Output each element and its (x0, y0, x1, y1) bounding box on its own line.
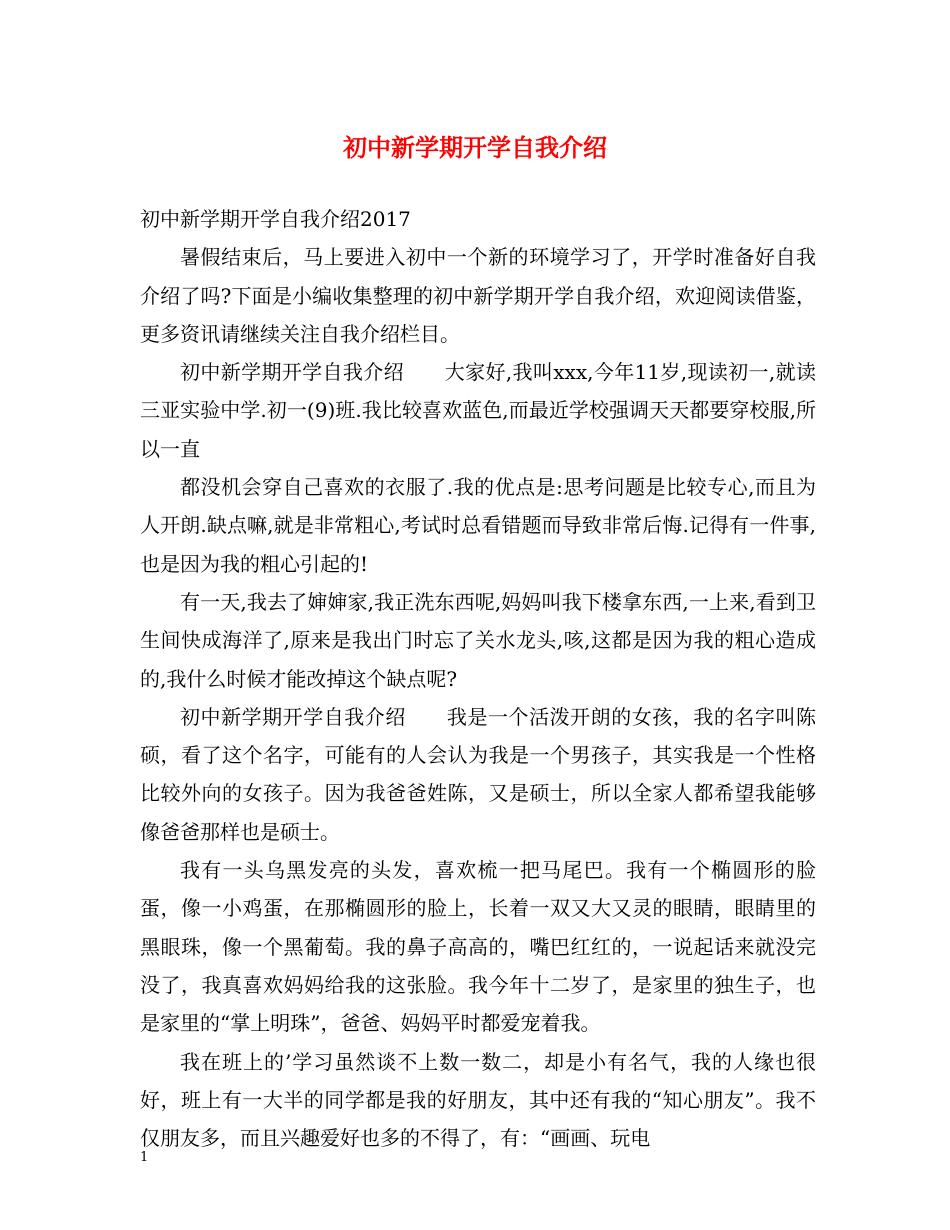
paragraph-3: 都没机会穿自己喜欢的衣服了.我的优点是:思考问题是比较专心,而且为人开朗.缺点嘛,就是非常粗心,考试时总看错题而导致非常后悔.记得有一件事,也是因为我的粗心引起的! (140, 475, 816, 576)
paragraph-5: 初中新学期开学自我介绍 我是一个活泼开朗的女孩，我的名字叫陈硕，看了这个名字，可能有的人会认为我是一个男孩子，其实我是一个性格比较外向的女孩子。因为我爸爸姓陈，又是硕士，所以全家人都希望我能够像爸爸那样也是硕士。 (140, 704, 816, 844)
paragraph-6: 我有一头乌黑发亮的头发，喜欢梳一把马尾巴。我有一个椭圆形的脸蛋，像一小鸡蛋，在那椭圆形的脸上，长着一双又大又灵的眼睛，眼睛里的黑眼珠，像一个黑葡萄。我的鼻子高高的，嘴巴红红的，一说起话来就没完没了，我真喜欢妈妈给我的这张脸。我今年十二岁了，是家里的独生子，也是家里的“掌上明珠”，爸爸、妈妈平时都爱宠着我。 (140, 858, 816, 1036)
paragraph-1: 暑假结束后，马上要进入初中一个新的环境学习了，开学时准备好自我介绍了吗?下面是小编收集整理的初中新学期开学自我介绍，欢迎阅读借鉴，更多资讯请继续关注自我介绍栏目。 (140, 245, 816, 346)
paragraph-4: 有一天,我去了婶婶家,我正洗东西呢,妈妈叫我下楼拿东西,一上来,看到卫生间快成海洋了,原来是我出门时忘了关水龙头,咳,这都是因为我的粗心造成的,我什么时候才能改掉这个缺点呢? (140, 589, 816, 691)
document-body (140, 200, 816, 1157)
paragraph-7: 我在班上的’学习虽然谈不上数一数二，却是小有名气，我的人缘也很好，班上有一大半的同学都是我的好朋友，其中还有我的“知心朋友”。我不仅朋友多，而且兴趣爱好也多的不得了，有：“画画、玩电 (140, 1049, 816, 1151)
document-title: 初中新学期开学自我介绍 (343, 133, 607, 162)
document-subtitle: 初中新学期开学自我介绍2017 (140, 207, 411, 231)
page-number: 1 (140, 1150, 149, 1165)
paragraph-2: 初中新学期开学自我介绍 大家好,我叫xxx,今年11岁,现读初一,就读三亚实验中学.初一(9)班.我比较喜欢蓝色,而最近学校强调天天都要穿校服,所以一直 (140, 360, 816, 461)
